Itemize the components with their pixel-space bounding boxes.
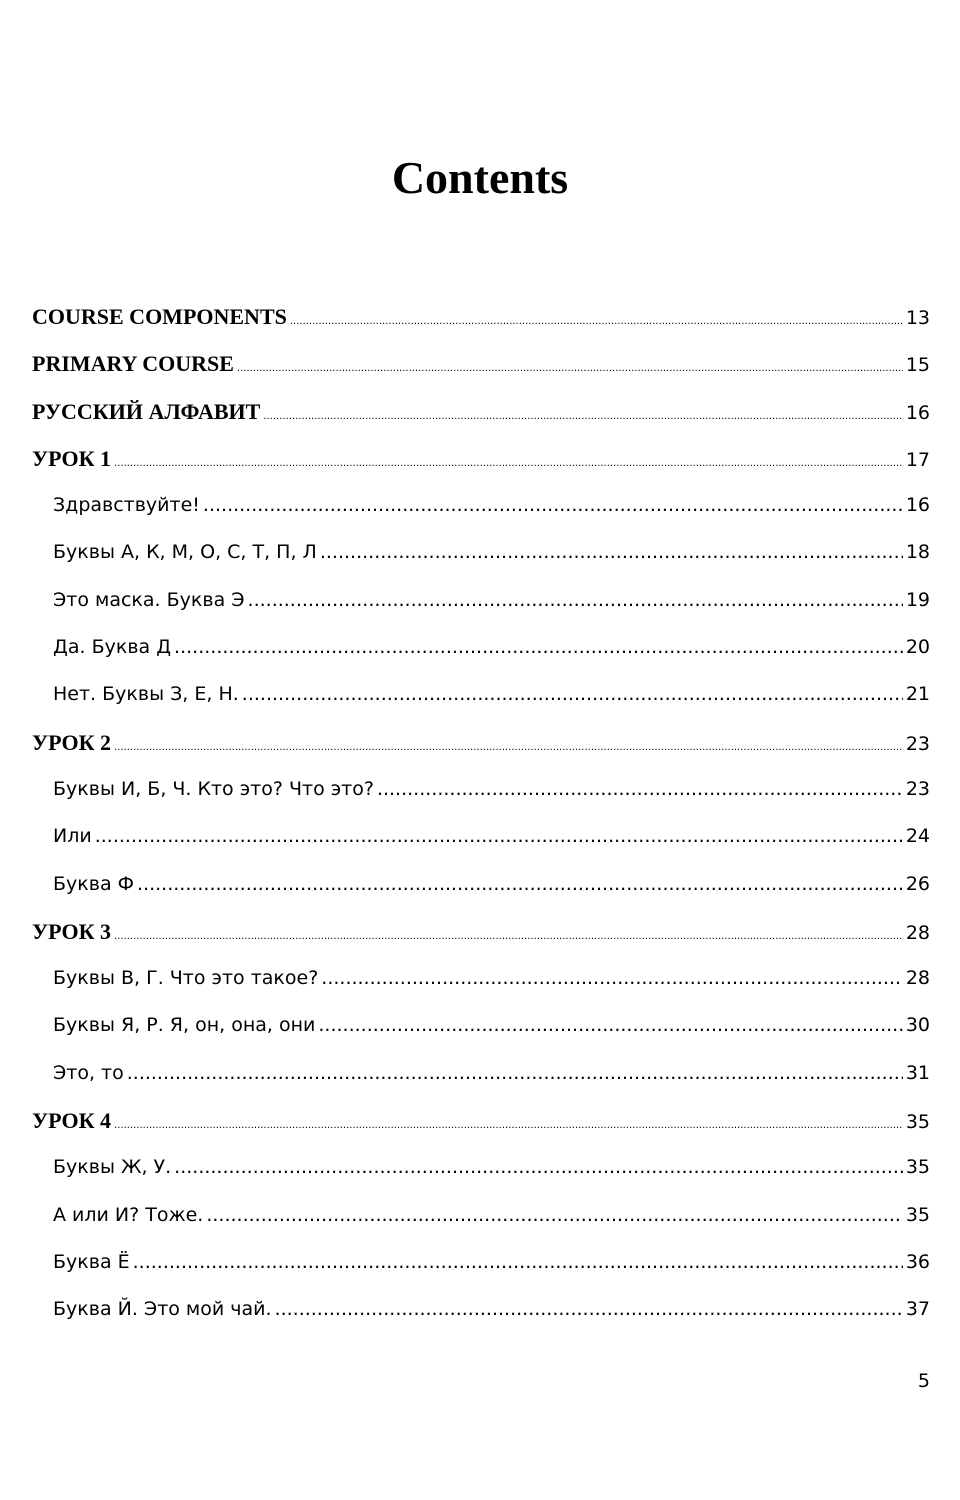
dot-leader xyxy=(114,913,903,960)
toc-entry-label: Буквы В, Г. Что это такое? xyxy=(53,967,319,990)
dot-leader xyxy=(174,1144,903,1191)
toc-entry-label: УРОК 3 xyxy=(32,918,112,944)
toc-entry-label: Нет. Буквы З, Е, Н. xyxy=(53,683,239,706)
toc-entry-page: 28 xyxy=(905,967,930,990)
dot-leader xyxy=(206,1192,902,1239)
toc-entry-page: 30 xyxy=(905,1014,930,1037)
dot-leader xyxy=(137,861,903,908)
dot-leader xyxy=(318,1002,902,1049)
toc-entry-page: 35 xyxy=(905,1203,930,1226)
toc-entry-label: Буква Ё xyxy=(53,1250,130,1273)
toc-entry[interactable] xyxy=(32,1239,930,1286)
toc-entry-page: 31 xyxy=(905,1061,930,1084)
toc-entry-label: А или И? Тоже. xyxy=(53,1203,204,1226)
dot-leader xyxy=(242,671,903,718)
page-number: 5 xyxy=(917,1370,930,1392)
dot-leader xyxy=(114,1102,903,1149)
dot-leader xyxy=(114,724,903,771)
toc-entry-page: 23 xyxy=(905,732,930,755)
dot-leader xyxy=(95,813,903,860)
dot-leader xyxy=(320,529,903,576)
toc-entry[interactable] xyxy=(32,1286,930,1333)
toc-entry-label: УРОК 2 xyxy=(32,729,112,755)
toc-entry-page: 16 xyxy=(905,401,930,424)
dot-leader xyxy=(133,1239,903,1286)
toc-entry-label: РУССКИЙ АЛФАВИТ xyxy=(32,398,261,424)
dot-leader xyxy=(114,440,903,487)
toc-entry-label: Буквы И, Б, Ч. Кто это? Что это? xyxy=(53,777,374,800)
toc-entry[interactable] xyxy=(32,1002,930,1049)
toc-entry[interactable] xyxy=(32,955,930,1002)
toc-entry-label: PRIMARY COURSE xyxy=(32,351,234,377)
toc-entry-page: 35 xyxy=(905,1156,930,1179)
toc-entry-page: 13 xyxy=(905,307,930,329)
toc-entry[interactable] xyxy=(32,388,930,435)
toc-entry-page: 21 xyxy=(905,683,930,706)
toc-entry[interactable] xyxy=(32,1097,930,1144)
toc-entry-label: Или xyxy=(53,825,92,848)
toc-entry-page: 28 xyxy=(905,921,930,944)
toc-entry[interactable] xyxy=(32,293,930,340)
toc-entry-page: 17 xyxy=(905,448,930,471)
toc-entry[interactable] xyxy=(32,529,930,576)
toc-entry[interactable] xyxy=(32,577,930,624)
toc-entry-label: УРОК 1 xyxy=(32,445,112,471)
toc-entry[interactable] xyxy=(32,1144,930,1191)
toc-entry-page: 37 xyxy=(905,1298,930,1321)
toc-entry-label: УРОК 4 xyxy=(32,1108,112,1134)
page-title: Contents xyxy=(391,152,569,203)
dot-leader xyxy=(203,482,903,529)
toc-entry[interactable] xyxy=(32,861,930,908)
toc-entry[interactable] xyxy=(32,766,930,813)
toc-entry-label: Здравствуйте! xyxy=(53,494,200,517)
toc-entry-page: 16 xyxy=(905,494,930,517)
toc-entry-label: Буквы Я, Р. Я, он, она, они xyxy=(53,1014,316,1037)
dot-leader xyxy=(290,298,903,345)
toc-entry-label: Буквы А, К, М, О, С, Т, П, Л xyxy=(53,541,317,564)
dot-leader xyxy=(263,393,902,440)
toc-entry[interactable] xyxy=(32,435,930,482)
toc-entry-page: 19 xyxy=(905,588,930,611)
dot-leader xyxy=(275,1286,903,1333)
table-of-contents xyxy=(32,293,930,1334)
toc-entry-page: 23 xyxy=(905,777,930,800)
toc-entry-label: Это, то xyxy=(53,1061,124,1084)
toc-entry-page: 35 xyxy=(905,1111,930,1134)
toc-entry[interactable] xyxy=(32,671,930,718)
toc-entry-label: Буква Й. Это мой чай. xyxy=(53,1298,272,1321)
dot-leader xyxy=(377,766,903,813)
toc-entry[interactable] xyxy=(32,624,930,671)
toc-entry-page: 20 xyxy=(905,636,930,659)
toc-entry[interactable] xyxy=(32,719,930,766)
toc-entry[interactable] xyxy=(32,1050,930,1097)
toc-entry-label: Это маска. Буква Э xyxy=(53,588,245,611)
toc-entry-page: 15 xyxy=(905,354,930,377)
toc-entry-page: 18 xyxy=(905,541,930,564)
toc-entry[interactable] xyxy=(32,813,930,860)
toc-entry-label: Да. Буква Д xyxy=(53,636,172,659)
dot-leader xyxy=(127,1050,903,1097)
toc-entry[interactable] xyxy=(32,908,930,955)
dot-leader xyxy=(321,955,903,1002)
toc-entry-page: 24 xyxy=(905,825,930,848)
toc-entry[interactable] xyxy=(32,482,930,529)
toc-entry-page: 26 xyxy=(905,872,930,895)
dot-leader xyxy=(248,577,903,624)
toc-entry-label: Буква Ф xyxy=(53,872,134,895)
dot-leader xyxy=(237,345,903,392)
toc-entry-label: COURSE COMPONENTS xyxy=(32,304,287,329)
toc-entry-page: 36 xyxy=(905,1250,930,1273)
toc-entry[interactable] xyxy=(32,340,930,387)
toc-entry[interactable] xyxy=(32,1192,930,1239)
toc-entry-label: Буквы Ж, У. xyxy=(53,1156,172,1179)
dot-leader xyxy=(174,624,903,671)
